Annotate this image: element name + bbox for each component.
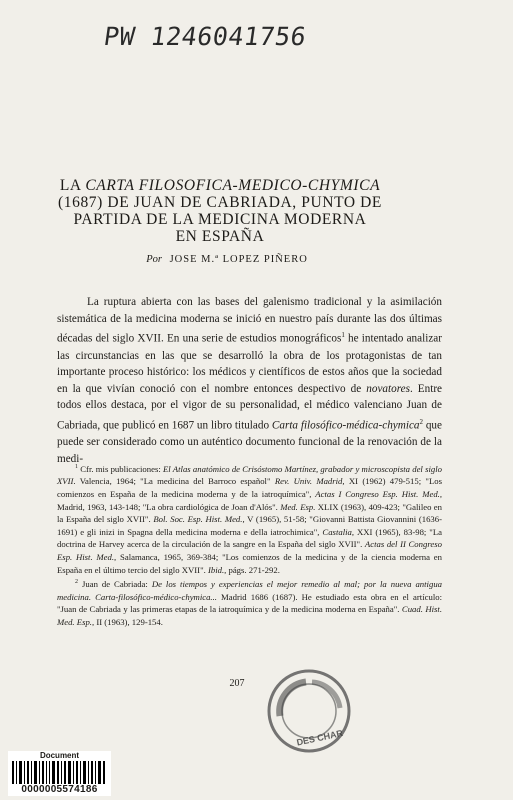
footnote-2-text-c: Madrid 1686 (1687). He estudiado esta obra en el artículo: "Juan de Cabriada y las primeras etapas de la iatroquímica y de la medicina moderna en España". <box>57 591 442 615</box>
footnote-1-text-o: , Salamanca, 1965, 369-384; "Los comienzos de la medicina y de la ciencia moderna en España en el último tercio del siglo XVII". <box>57 552 442 575</box>
footnote-1-italic-b: El Atlas anatómico de Crisóstomo Martínez, grabador y microscopista del siglo XVII <box>57 463 442 487</box>
title-line-3: PARTIDA DE LA MEDICINA MODERNA <box>73 211 367 228</box>
document-barcode-number: 0000005574186 <box>21 784 98 795</box>
footnote-1-italic-p: Ibid. <box>207 564 225 575</box>
footnote-2-number: 2 <box>75 579 78 586</box>
footnote-1-text-m: , XXI (1965), 83-98; "La doctrina de Harvey acerca de la circulación de la sangre en la España del siglo XVII". <box>57 526 442 550</box>
body-paragraph <box>57 294 442 467</box>
barcode-icon <box>11 761 108 784</box>
footnote-1-text-i: XLIX (1963), 409-423; "Galileo en la España del siglo XVII". <box>57 501 443 525</box>
document-label-text: Document <box>39 751 80 760</box>
page-number: 207 <box>229 678 245 689</box>
footnote-1-text-q: , págs. 271-292. <box>224 564 280 575</box>
footnote-2-text-a: Juan de Cabriada: <box>81 579 152 590</box>
library-stamp-icon <box>266 668 352 754</box>
footnote-1-number: 1 <box>75 464 78 470</box>
body-text-3: . Entre todos ellos destaca, por el vigor de su personalidad, el médico valenciano Juan de Cabriada, que publicó en 1687 un libro titulado <box>57 382 443 432</box>
footnote-1-italic-h: Med. Esp. <box>280 501 316 512</box>
footnote-1-italic-f: Actas I Congreso Esp. Hist. Med. <box>315 489 440 500</box>
byline-prefix: Por <box>146 254 162 265</box>
document-barcode-label <box>8 751 111 796</box>
footnote-1-text-e: , XI (1962) 479-515; "Los comienzos en España de la medicina moderna y de la iatroquímica", <box>57 476 442 500</box>
footnotes <box>57 461 442 629</box>
footnote-2-text-e: , II (1963), 129-154. <box>91 616 163 627</box>
title-line-4: EN ESPAÑA <box>175 228 265 245</box>
body-italic-book-title: Carta filosófico-médica-chymica <box>271 419 420 432</box>
body-italic-novatores: novatores <box>366 382 410 395</box>
author-name: JOSE M.ª LOPEZ PIÑERO <box>169 254 308 265</box>
footnote-1-text-k: , V (1965), 51-58; "Giovanni Battista Giovannini (1636-1691) e gli inizi in Spagna della medicina moderna e della iatrochimica", <box>57 514 442 537</box>
title-line-2: (1687) DE JUAN DE CABRIADA, PUNTO DE <box>58 194 382 211</box>
handwritten-catalog-note: PW 1246041756 <box>101 22 309 51</box>
stamp-text: DES CHAR <box>295 727 344 748</box>
footnote-2 <box>57 576 442 628</box>
footnote-2-italic-d: Cuad. Hist. Med. Esp. <box>57 604 443 627</box>
footnote-1-italic-l: Castalia <box>322 526 352 537</box>
article-title <box>30 177 410 245</box>
body-text-1: La ruptura abierta con las bases del galenismo tradicional y la asimilación sistemática de la medicina moderna se inició en nuestro país durante las dos últimas décadas del siglo XVII. En una serie de estudios monográficos <box>57 296 442 346</box>
footnote-2-italic-b: De los tiempos y experiencias el mejor remedio al mal; por la nueva antigua medicina. Carta-filosófico-médico-chymica... <box>57 579 443 602</box>
title-prefix: LA <box>59 177 86 194</box>
footnote-1-text-g: , Madrid, 1963, 143-148; "La obra cardiológica de Joan d'Alós". <box>57 489 443 512</box>
footnote-1-italic-j: Bol. Soc. Esp. Hist. Med. <box>153 514 243 525</box>
body-text-4: que puede ser considerado como un auténtico documento funcional de la renovación de la medi- <box>57 419 442 465</box>
footnote-1-italic-d: Rev. Univ. Madrid <box>274 476 343 487</box>
title-line-1 <box>30 177 410 194</box>
title-work-name: CARTA FILOSOFICA-MEDICO-CHYMICA <box>85 177 381 194</box>
body-text-2: he intentado analizar las circunstancias en las que se desarrolló la obra de los protagonistas de tan importante proceso histórico: los médicos y científicos de estos años que la sociedad en la que vivían conoció con el nombre entonces despectivo de <box>57 333 442 395</box>
footnote-1-text-a: Cfr. mis publicaciones: <box>80 463 163 474</box>
footnote-ref-2: 2 <box>419 418 424 427</box>
footnote-ref-1: 1 <box>341 331 345 340</box>
footnote-1-italic-n: Actas del II Congreso Esp. Hist. Med. <box>57 539 442 563</box>
author-byline <box>92 254 362 265</box>
footnote-1 <box>57 461 442 576</box>
footnote-1-text-c: . Valencia, 1964; "La medicina del Barroco español" <box>73 476 275 487</box>
